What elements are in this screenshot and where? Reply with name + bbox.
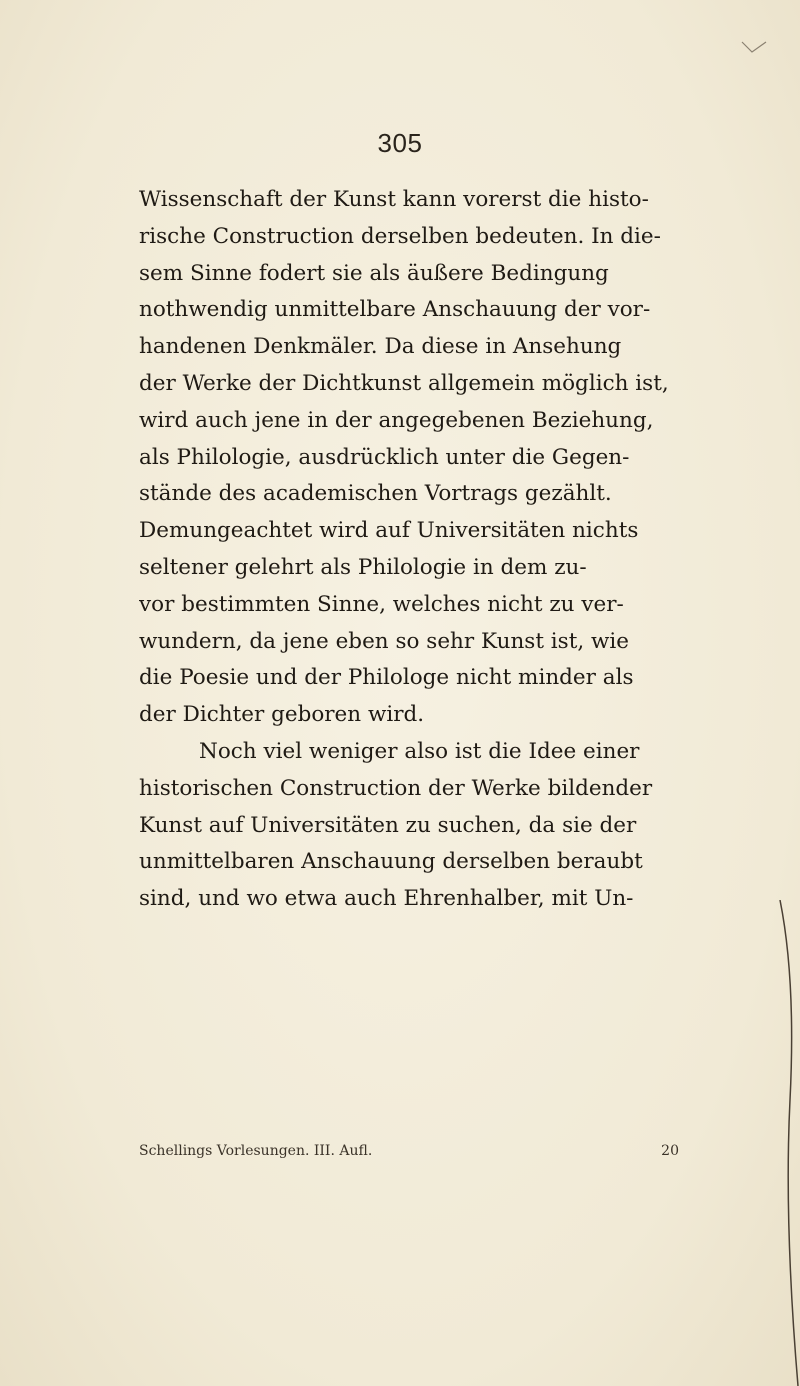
text-line: Wissenschaft der Kunst kann vorerst die histo- <box>139 187 649 212</box>
text-line: als Philologie, ausdrücklich unter die Gegen- <box>139 444 630 470</box>
text-line: stände des academischen Vortrags gezählt. <box>139 481 612 507</box>
text-line: vor bestimmten Sinne, welches nicht zu ver- <box>139 591 624 617</box>
page-edge-curve <box>778 900 800 1386</box>
signature-text: Schellings Vorlesungen. III. Aufl. <box>139 1143 373 1159</box>
body-text <box>139 182 681 918</box>
text-line: seltener gelehrt als Philologie in dem zu- <box>139 554 587 580</box>
page-number: 305 <box>377 128 423 158</box>
signature-line <box>139 1143 679 1159</box>
text-line: historischen Construction der Werke bildender <box>139 775 653 801</box>
text-line: Noch viel weniger also ist die Idee einer <box>199 738 640 764</box>
text-line: unmittelbaren Anschauung derselben beraubt <box>139 849 643 875</box>
text-line: Demungeachtet wird auf Universitäten nichts <box>139 518 639 544</box>
text-line: der Werke der Dichtkunst allgemein möglich ist, <box>139 370 669 396</box>
text-line: sind, und wo etwa auch Ehrenhalber, mit Un- <box>139 886 634 912</box>
sheet-number: 20 <box>661 1143 679 1159</box>
text-line: der Dichter geboren wird. <box>139 702 425 728</box>
text-line: wird auch jene in der angegebenen Beziehung, <box>139 407 654 433</box>
text-line: Kunst auf Universitäten zu suchen, da sie der <box>139 812 637 838</box>
text-line: sem Sinne fodert sie als äußere Bedingung <box>139 260 609 286</box>
text-line: rische Construction derselben bedeuten. In die- <box>139 223 661 249</box>
corner-mark <box>740 40 770 54</box>
text-line: die Poesie und der Philologe nicht minder als <box>139 665 634 691</box>
text-line: wundern, da jene eben so sehr Kunst ist, wie <box>139 628 630 654</box>
text-line: nothwendig unmittelbare Anschauung der vor- <box>139 297 651 323</box>
text-line: handenen Denkmäler. Da diese in Ansehung <box>139 334 622 360</box>
